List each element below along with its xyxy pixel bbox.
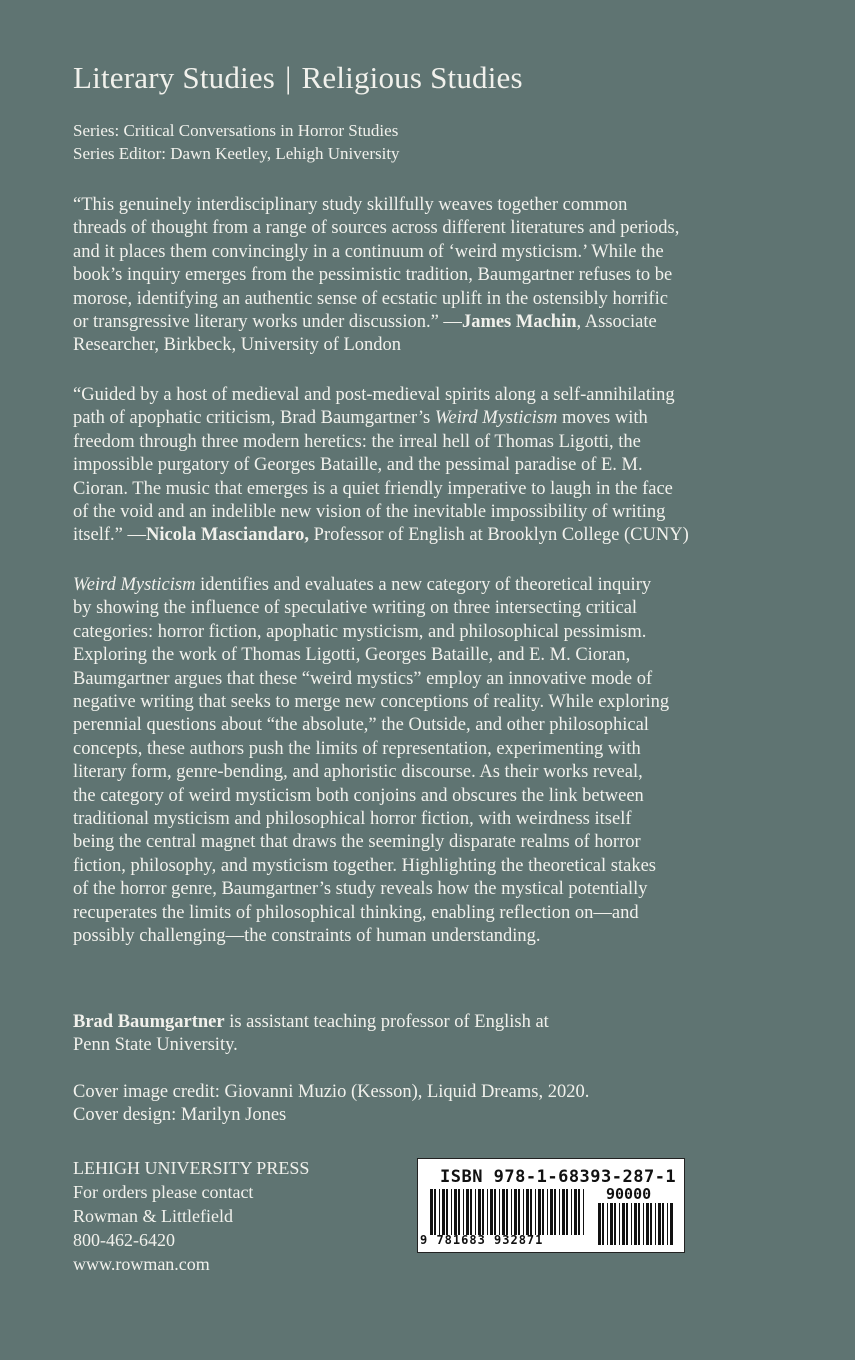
barcode-bar (451, 1189, 452, 1235)
barcode-bar (670, 1203, 673, 1245)
barcode-bar (523, 1189, 524, 1235)
description-line: perennial questions about “the absolute,” the Outside, and other philosophical (73, 715, 649, 736)
endorsement-masciandaro (73, 384, 791, 548)
quote-line: threads of thought from a range of sources across different literatures and periods, (73, 218, 680, 239)
description-line: Baumgartner argues that these “weird mystics” employ an innovative mode of (73, 668, 653, 689)
description-line: by showing the influence of speculative writing on three intersecting critical (73, 598, 638, 619)
series-name: Series: Critical Conversations in Horror Studies (73, 121, 399, 140)
barcode-bar (514, 1189, 517, 1235)
barcode-bar (538, 1189, 541, 1235)
description-line: categories: horror fiction, apophatic mysticism, and philosophical pessimism. (73, 621, 647, 642)
barcode-bar (667, 1203, 668, 1245)
barcode-bar (646, 1203, 649, 1245)
barcode-bar (634, 1203, 637, 1245)
description-line: negative writing that seeks to merge new conceptions of reality. While exploring (73, 692, 670, 713)
barcode-bar (511, 1189, 512, 1235)
endorsement-machin (73, 194, 791, 358)
main-barcode-bars (430, 1189, 584, 1235)
addon-barcode-bars (598, 1203, 673, 1245)
barcode-bar (622, 1203, 625, 1245)
author-name: Brad Baumgartner (73, 1012, 225, 1032)
book-title: Weird Mysticism (434, 408, 558, 429)
endorser-title: Professor of English at Brooklyn College (CUNY) (309, 525, 689, 546)
barcode-bar (439, 1189, 440, 1235)
barcode-bar (530, 1189, 532, 1235)
endorser-name: James Machin (461, 312, 577, 333)
barcode-bar (571, 1189, 572, 1235)
barcode-bar (626, 1203, 628, 1245)
cover-credits (73, 1081, 791, 1128)
barcode-bar (610, 1203, 613, 1245)
description-line: Exploring the work of Thomas Ligotti, Georges Bataille, and E. M. Cioran, (73, 645, 631, 666)
description-line: of the horror genre, Baumgartner’s study reveals how the mystical potentially (73, 879, 648, 900)
quote-line (73, 524, 791, 547)
barcode-bar (607, 1203, 608, 1245)
barcode-bar (430, 1189, 433, 1235)
barcode-bar (446, 1189, 448, 1235)
quote-text: path of apophatic criticism, Brad Baumgartner’s (73, 408, 435, 429)
barcode-bar (574, 1189, 577, 1235)
barcode-bar (487, 1189, 488, 1235)
barcode-bar (559, 1189, 560, 1235)
barcode-bar (542, 1189, 544, 1235)
quote-line: “Guided by a host of medieval and post-medieval spirits along a self-annihilating (73, 385, 675, 405)
description-line: recuperates the limits of philosophical thinking, enabling reflection on—and (73, 902, 639, 923)
barcode-bar (490, 1189, 493, 1235)
barcode-bar (643, 1203, 644, 1245)
description-line (73, 574, 791, 597)
quote-line: and it places them convincingly in a continuum of ‘weird mysticism.’ While the (73, 241, 664, 262)
cover-image-credit: Cover image credit: Giovanni Muzio (Kesson), Liquid Dreams, 2020. (73, 1082, 590, 1102)
barcode-bar (499, 1189, 500, 1235)
barcode-bar (535, 1189, 536, 1235)
author-role: is assistant teaching professor of English at (224, 1012, 549, 1032)
price-code: 90000 (606, 1185, 652, 1203)
barcode-bar (602, 1203, 604, 1245)
subject-religious: Religious Studies (301, 60, 523, 95)
barcode-bar (466, 1189, 469, 1235)
quote-line (73, 311, 791, 334)
barcode-bar (506, 1189, 508, 1235)
subject-separator: | (285, 60, 292, 95)
quote-line: of the void and an indelible new vision of the inevitable impossibility of writing (73, 502, 666, 523)
quote-text: or transgressive literary works under discussion.” — (73, 312, 462, 333)
barcode-bar (655, 1203, 656, 1245)
barcode-bar (442, 1189, 445, 1235)
quote-line (73, 407, 791, 430)
subject-heading (73, 60, 523, 96)
barcode-bar (598, 1203, 601, 1245)
description-line: concepts, these authors push the limits of representation, experimenting with (73, 738, 641, 759)
barcode-bar (554, 1189, 556, 1235)
endorser-name: Nicola Masciandaro, (145, 525, 310, 546)
quote-line: Cioran. The music that emerges is a quiet friendly imperative to laugh in the face (73, 478, 673, 499)
endorser-affiliation: Researcher, Birkbeck, University of London (73, 335, 402, 356)
barcode-bar (578, 1189, 580, 1235)
quote-text: moves with (557, 408, 648, 429)
barcode-bar (470, 1189, 472, 1235)
barcode-bar (478, 1189, 481, 1235)
barcode-bar (494, 1189, 496, 1235)
author-line (73, 1011, 791, 1034)
barcode-bar (614, 1203, 616, 1245)
description-line: fiction, philosophy, and mysticism together. Highlighting the theoretical stakes (73, 855, 656, 876)
barcode-bar (463, 1189, 464, 1235)
series-editor: Series Editor: Dawn Keetley, Lehigh University (73, 143, 400, 163)
author-affiliation: Penn State University. (73, 1035, 238, 1056)
barcode-digits: 9 781683 932871 (420, 1233, 544, 1247)
series-info (73, 120, 791, 165)
publisher-name: LEHIGH UNIVERSITY PRESS (73, 1158, 310, 1178)
description-line: being the central magnet that draws the seemingly disparate realms of horror (73, 832, 641, 853)
barcode-bar (526, 1189, 529, 1235)
barcode-bar (454, 1189, 457, 1235)
barcode-bar (619, 1203, 620, 1245)
quote-text: itself.” — (73, 525, 146, 546)
quote-line: impossible purgatory of Georges Bataille, and the pessimal paradise of E. M. (73, 455, 643, 476)
description-line: literary form, genre-bending, and aphoristic discourse. As their works reveal, (73, 762, 643, 783)
description-line: traditional mysticism and philosophical horror fiction, with weirdness itself (73, 809, 632, 830)
barcode-bar (458, 1189, 460, 1235)
quote-line: book’s inquiry emerges from the pessimistic tradition, Baumgartner refuses to be (73, 265, 673, 286)
quote-line: morose, identifying an authentic sense of ecstatic uplift in the ostensibly horrific (73, 288, 668, 309)
subject-literary: Literary Studies (73, 60, 276, 95)
barcode-bar (482, 1189, 484, 1235)
phone-number: 800-462-6420 (73, 1230, 175, 1250)
isbn-barcode (417, 1158, 685, 1253)
barcode-bar (566, 1189, 568, 1235)
cover-design-credit: Cover design: Marilyn Jones (73, 1105, 287, 1126)
description-line: possibly challenging—the constraints of human understanding. (73, 926, 541, 947)
barcode-bar (662, 1203, 664, 1245)
barcode-bar (434, 1189, 436, 1235)
publisher-info (73, 1156, 393, 1276)
orders-contact: For orders please contact (73, 1182, 254, 1202)
barcode-bar (550, 1189, 553, 1235)
quote-line: “This genuinely interdisciplinary study skillfully weaves together common (73, 195, 628, 215)
book-title: Weird Mysticism (73, 575, 196, 595)
distributor-name: Rowman & Littlefield (73, 1206, 233, 1226)
description-line: the category of weird mysticism both conjoins and obscures the link between (73, 785, 644, 806)
barcode-bar (583, 1189, 584, 1235)
barcode-bar (475, 1189, 476, 1235)
book-description (73, 574, 791, 949)
barcode-bar (638, 1203, 640, 1245)
barcode-bar (631, 1203, 632, 1245)
website: www.rowman.com (73, 1254, 210, 1274)
isbn-number: ISBN 978-1-68393-287-1 (440, 1167, 677, 1187)
quote-line: freedom through three modern heretics: the irreal hell of Thomas Ligotti, the (73, 431, 641, 452)
barcode-bar (547, 1189, 548, 1235)
description-text: identifies and evaluates a new category of theoretical inquiry (195, 575, 652, 595)
barcode-bar (658, 1203, 661, 1245)
barcode-bar (650, 1203, 652, 1245)
barcode-bar (562, 1189, 565, 1235)
endorser-title: , Associate (576, 312, 657, 333)
author-bio (73, 1011, 791, 1058)
barcode-bar (518, 1189, 520, 1235)
barcode-bar (502, 1189, 505, 1235)
